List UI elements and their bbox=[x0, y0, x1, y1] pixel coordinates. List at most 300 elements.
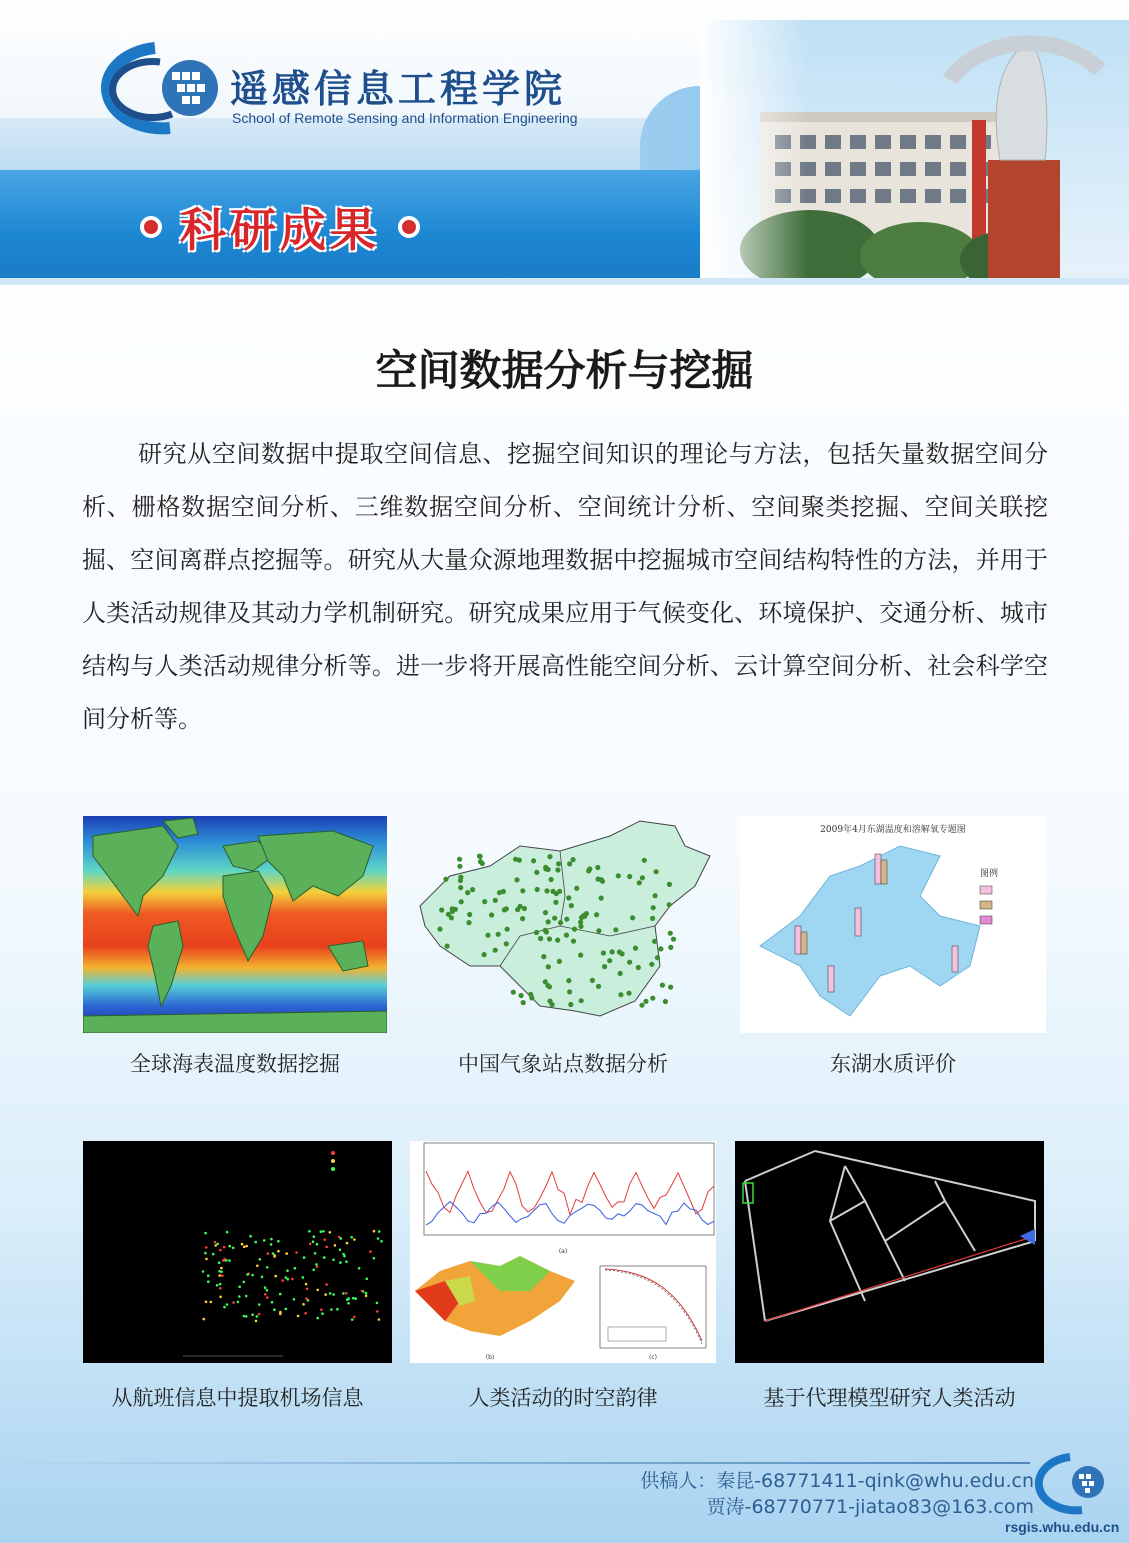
airport-dot bbox=[339, 1249, 342, 1252]
station-dot bbox=[643, 999, 648, 1004]
station-dot bbox=[667, 902, 672, 907]
airport-dot bbox=[352, 1297, 355, 1300]
station-dot bbox=[552, 916, 557, 921]
airport-dot bbox=[334, 1244, 337, 1247]
airport-dot bbox=[207, 1274, 210, 1277]
airport-dot bbox=[302, 1303, 305, 1306]
lake-legend-title: 图例 bbox=[980, 869, 999, 879]
station-dot bbox=[574, 886, 579, 891]
airport-dot bbox=[264, 1286, 267, 1289]
airport-dot bbox=[347, 1302, 350, 1305]
airport-dot bbox=[238, 1295, 241, 1298]
campus-photo bbox=[700, 20, 1129, 278]
station-dot bbox=[519, 993, 524, 998]
airport-dot bbox=[251, 1274, 254, 1277]
station-dot bbox=[514, 877, 519, 882]
airport-dot bbox=[219, 1296, 222, 1299]
airport-dot bbox=[324, 1238, 327, 1241]
airport-dot bbox=[329, 1231, 332, 1234]
airport-dot bbox=[376, 1310, 379, 1313]
airport-dot bbox=[202, 1270, 205, 1273]
airport-dot bbox=[345, 1260, 348, 1263]
airport-dot bbox=[270, 1238, 273, 1241]
school-name-en: School of Remote Sensing and Information Engineering bbox=[232, 110, 578, 126]
panel-label-b: (b) bbox=[485, 1354, 495, 1361]
airport-dot bbox=[346, 1298, 349, 1301]
page-title: 空间数据分析与挖掘 bbox=[375, 346, 754, 395]
airport-dot bbox=[366, 1278, 369, 1281]
station-dot bbox=[668, 931, 673, 936]
airport-dot bbox=[314, 1252, 317, 1255]
station-dot bbox=[671, 937, 676, 942]
airport-dot bbox=[228, 1245, 231, 1248]
airport-dot bbox=[273, 1308, 276, 1311]
station-dot bbox=[520, 888, 525, 893]
station-dot bbox=[590, 978, 595, 983]
station-dot bbox=[566, 895, 571, 900]
airport-dot bbox=[286, 1269, 289, 1272]
airport-dot bbox=[336, 1308, 339, 1311]
airport-dot bbox=[245, 1295, 248, 1298]
station-dot bbox=[667, 882, 672, 887]
airport-dot bbox=[246, 1273, 249, 1276]
station-dot bbox=[496, 932, 501, 937]
airport-dot bbox=[291, 1278, 294, 1281]
airport-dot bbox=[320, 1308, 323, 1311]
station-dot bbox=[553, 900, 558, 905]
contact-line-2: 贾涛-68770771-jiatao83@163.com bbox=[706, 1496, 1034, 1518]
station-dot bbox=[618, 971, 623, 976]
station-dot bbox=[550, 1002, 555, 1007]
station-dot bbox=[546, 964, 551, 969]
station-dot bbox=[497, 890, 502, 895]
airport-dot bbox=[376, 1302, 379, 1305]
station-dot bbox=[558, 920, 563, 925]
bullet-icon bbox=[140, 216, 162, 238]
station-dot bbox=[572, 927, 577, 932]
school-name-cn: 遥感信息工程学院 bbox=[230, 66, 567, 111]
airport-dot bbox=[279, 1313, 282, 1316]
airport-dot bbox=[226, 1231, 229, 1234]
airport-dot bbox=[251, 1313, 254, 1316]
station-dot bbox=[571, 857, 576, 862]
station-dot bbox=[564, 917, 569, 922]
airport-dot bbox=[274, 1275, 277, 1278]
station-dot bbox=[660, 983, 665, 988]
airport-dot bbox=[380, 1240, 383, 1243]
station-dot bbox=[568, 1002, 573, 1007]
airport-dot bbox=[322, 1230, 325, 1233]
airport-dot bbox=[285, 1276, 288, 1279]
airport-dot bbox=[266, 1289, 269, 1292]
station-dot bbox=[637, 880, 642, 885]
station-dot bbox=[482, 952, 487, 957]
station-dot bbox=[528, 992, 533, 997]
station-dot bbox=[554, 891, 559, 896]
airport-dot bbox=[323, 1256, 326, 1259]
airport-dot bbox=[330, 1308, 333, 1311]
station-dot bbox=[504, 941, 509, 946]
station-dot bbox=[617, 949, 622, 954]
airport-dot bbox=[261, 1276, 264, 1279]
airport-dot bbox=[287, 1278, 290, 1281]
station-dot bbox=[504, 906, 509, 911]
airport-dot bbox=[218, 1261, 221, 1264]
airport-dot bbox=[316, 1243, 319, 1246]
airport-dot bbox=[361, 1290, 364, 1293]
station-dot bbox=[465, 890, 470, 895]
station-dot bbox=[439, 907, 444, 912]
station-dot bbox=[594, 912, 599, 917]
airport-dot bbox=[212, 1253, 215, 1256]
lake-map-title: 2009年4月东湖温度和溶解氧专题图 bbox=[820, 825, 966, 835]
airport-dot bbox=[214, 1244, 217, 1247]
airport-dot bbox=[218, 1274, 221, 1277]
airport-dot bbox=[365, 1292, 368, 1295]
station-dot bbox=[627, 960, 632, 965]
airport-dot bbox=[306, 1288, 309, 1291]
airport-dot bbox=[220, 1267, 223, 1270]
station-dot bbox=[534, 870, 539, 875]
station-dot bbox=[544, 888, 549, 893]
airport-dot bbox=[378, 1318, 381, 1321]
airport-dot bbox=[340, 1237, 343, 1240]
airport-dot bbox=[219, 1283, 222, 1286]
station-dot bbox=[556, 861, 561, 866]
station-dot bbox=[596, 984, 601, 989]
airport-dot bbox=[232, 1301, 235, 1304]
airport-dot bbox=[207, 1280, 210, 1283]
station-dot bbox=[493, 948, 498, 953]
station-dot bbox=[633, 946, 638, 951]
station-dot bbox=[618, 992, 623, 997]
station-dot bbox=[569, 903, 574, 908]
china-stations-map bbox=[410, 816, 716, 1033]
sst-map-image bbox=[83, 816, 387, 1033]
airport-dot bbox=[324, 1293, 327, 1296]
panel-label-c: (c) bbox=[649, 1354, 657, 1361]
station-dot bbox=[610, 949, 615, 954]
airport-dot bbox=[221, 1274, 224, 1277]
east-lake-map bbox=[740, 816, 1046, 1033]
airport-dot bbox=[295, 1251, 298, 1254]
station-dot bbox=[586, 868, 591, 873]
station-dot bbox=[549, 877, 554, 882]
station-dot bbox=[567, 861, 572, 866]
station-dot bbox=[607, 958, 612, 963]
station-dot bbox=[511, 990, 516, 995]
airport-dot bbox=[258, 1313, 261, 1316]
station-dot bbox=[650, 996, 655, 1001]
station-dot bbox=[543, 910, 548, 915]
station-dot bbox=[650, 916, 655, 921]
airport-dot bbox=[343, 1255, 346, 1258]
station-dot bbox=[538, 936, 543, 941]
station-dot bbox=[595, 865, 600, 870]
airport-dot bbox=[305, 1283, 308, 1286]
station-dot bbox=[578, 953, 583, 958]
station-dot bbox=[467, 912, 472, 917]
station-dot bbox=[485, 933, 490, 938]
station-dot bbox=[543, 866, 548, 871]
airport-dot bbox=[249, 1235, 252, 1238]
station-dot bbox=[493, 898, 498, 903]
figure-caption: 东湖水质评价 bbox=[830, 1052, 956, 1076]
station-dot bbox=[599, 896, 604, 901]
station-dot bbox=[630, 915, 635, 920]
airport-dot bbox=[277, 1250, 280, 1253]
airport-dot bbox=[373, 1257, 376, 1260]
station-dot bbox=[459, 899, 464, 904]
station-dot bbox=[616, 873, 621, 878]
airport-dot bbox=[228, 1259, 231, 1262]
airport-dot bbox=[266, 1296, 269, 1299]
station-dot bbox=[546, 919, 551, 924]
station-dot bbox=[541, 954, 546, 959]
airport-dot bbox=[219, 1287, 222, 1290]
airport-dot bbox=[243, 1315, 246, 1318]
station-dot bbox=[602, 964, 607, 969]
panel-label-a: (a) bbox=[558, 1248, 568, 1255]
station-dot bbox=[555, 867, 560, 872]
bullet-icon bbox=[398, 216, 420, 238]
station-dot bbox=[567, 989, 572, 994]
station-dot bbox=[517, 858, 522, 863]
station-dot bbox=[668, 945, 673, 950]
station-dot bbox=[535, 887, 540, 892]
airport-dot bbox=[285, 1252, 288, 1255]
station-dot bbox=[655, 955, 660, 960]
airport-dot bbox=[353, 1238, 356, 1241]
airport-dot bbox=[321, 1312, 324, 1315]
airport-dot bbox=[293, 1298, 296, 1301]
airport-dot bbox=[346, 1242, 349, 1245]
station-dot bbox=[654, 869, 659, 874]
station-dot bbox=[547, 936, 552, 941]
airport-dot bbox=[339, 1261, 342, 1264]
figure-caption: 基于代理模型研究人类活动 bbox=[763, 1386, 1016, 1410]
section-heading bbox=[140, 192, 420, 262]
station-dot bbox=[521, 1000, 526, 1005]
airport-dot bbox=[266, 1266, 269, 1269]
airport-dot bbox=[259, 1258, 262, 1261]
airport-dot bbox=[210, 1301, 213, 1304]
airport-dot bbox=[279, 1293, 282, 1296]
airport-dot bbox=[277, 1240, 280, 1243]
station-dot bbox=[518, 904, 523, 909]
figure-caption: 人类活动的时空韵律 bbox=[468, 1386, 658, 1410]
header-banner bbox=[0, 0, 1129, 285]
airport-dot bbox=[223, 1246, 226, 1249]
airport-dot bbox=[267, 1252, 270, 1255]
station-dot bbox=[478, 859, 483, 864]
figure-caption: 全球海表温度数据挖掘 bbox=[130, 1052, 340, 1076]
airport-dot bbox=[351, 1318, 354, 1321]
airport-dot bbox=[205, 1246, 208, 1249]
station-dot bbox=[653, 893, 658, 898]
airport-dot bbox=[205, 1258, 208, 1261]
section-heading-text: 科研成果 bbox=[180, 203, 380, 257]
airport-dot bbox=[332, 1293, 335, 1296]
airport-dot bbox=[270, 1243, 273, 1246]
station-dot bbox=[652, 939, 657, 944]
station-dot bbox=[601, 950, 606, 955]
airport-dot bbox=[237, 1301, 240, 1304]
airport-dot bbox=[305, 1297, 308, 1300]
airport-dot bbox=[358, 1267, 361, 1270]
airport-dot bbox=[332, 1259, 335, 1262]
airport-dot bbox=[303, 1256, 306, 1259]
airport-dot bbox=[377, 1237, 380, 1240]
airport-dot bbox=[354, 1297, 357, 1300]
airport-dot bbox=[316, 1265, 319, 1268]
station-dot bbox=[578, 924, 583, 929]
station-dot bbox=[470, 887, 475, 892]
station-dot bbox=[443, 877, 448, 882]
airport-dot bbox=[329, 1292, 332, 1295]
airport-dot bbox=[320, 1230, 323, 1233]
station-dot bbox=[557, 959, 562, 964]
airport-dot bbox=[365, 1295, 368, 1298]
airport-dot bbox=[285, 1308, 288, 1311]
footer-logo-icon bbox=[1030, 1452, 1110, 1521]
station-dot bbox=[651, 905, 656, 910]
airport-dot bbox=[264, 1293, 267, 1296]
station-dot bbox=[505, 927, 510, 932]
flights-map-image bbox=[83, 1141, 392, 1363]
airport-dot bbox=[243, 1246, 246, 1249]
station-dot bbox=[613, 927, 618, 932]
airport-dot bbox=[245, 1315, 248, 1318]
airport-dot bbox=[302, 1276, 305, 1279]
airport-dot bbox=[297, 1315, 300, 1318]
airport-dot bbox=[313, 1235, 316, 1238]
airport-dot bbox=[312, 1269, 315, 1272]
station-dot bbox=[636, 965, 641, 970]
station-dot bbox=[482, 899, 487, 904]
airport-dot bbox=[256, 1265, 259, 1268]
airport-dot bbox=[223, 1258, 226, 1261]
airport-dot bbox=[255, 1320, 258, 1323]
station-dot bbox=[466, 920, 471, 925]
station-dot bbox=[642, 858, 647, 863]
airport-dot bbox=[241, 1243, 244, 1246]
station-dot bbox=[458, 875, 463, 880]
station-dot bbox=[531, 858, 536, 863]
station-dot bbox=[457, 857, 462, 862]
airport-dot bbox=[238, 1286, 241, 1289]
station-dot bbox=[566, 978, 571, 983]
airport-dot bbox=[345, 1292, 348, 1295]
station-dot bbox=[658, 946, 663, 951]
airport-dot bbox=[258, 1303, 261, 1306]
airport-dot bbox=[312, 1240, 315, 1243]
airport-dot bbox=[316, 1289, 319, 1292]
station-dot bbox=[626, 991, 631, 996]
station-dot bbox=[478, 854, 483, 859]
station-dot bbox=[450, 906, 455, 911]
figure-caption: 中国气象站点数据分析 bbox=[458, 1052, 668, 1076]
airport-dot bbox=[294, 1267, 297, 1270]
airport-dot bbox=[308, 1230, 311, 1233]
airport-dot bbox=[325, 1246, 328, 1249]
airport-dot bbox=[204, 1252, 207, 1255]
station-dot bbox=[639, 1003, 644, 1008]
station-dot bbox=[596, 928, 601, 933]
airport-dot bbox=[254, 1241, 257, 1244]
airport-dot bbox=[218, 1270, 221, 1273]
station-dot bbox=[584, 911, 589, 916]
station-dot bbox=[547, 854, 552, 859]
airport-dot bbox=[273, 1254, 276, 1257]
airport-dot bbox=[232, 1247, 235, 1250]
activity-rhythm-figure bbox=[410, 1141, 716, 1363]
station-dot bbox=[663, 999, 668, 1004]
airport-dot bbox=[243, 1281, 246, 1284]
airport-dot bbox=[219, 1249, 222, 1252]
station-dot bbox=[649, 962, 654, 967]
airport-dot bbox=[378, 1230, 381, 1233]
airport-dot bbox=[202, 1318, 205, 1321]
station-dot bbox=[437, 927, 442, 932]
airport-dot bbox=[245, 1245, 248, 1248]
station-dot bbox=[446, 912, 451, 917]
station-dot bbox=[445, 944, 450, 949]
airport-dot bbox=[373, 1230, 376, 1233]
airport-dot bbox=[315, 1263, 318, 1266]
airport-dot bbox=[214, 1241, 217, 1244]
station-dot bbox=[627, 874, 632, 879]
airport-dot bbox=[226, 1303, 229, 1306]
airport-dot bbox=[325, 1283, 328, 1286]
airport-dot bbox=[282, 1279, 285, 1282]
airport-dot bbox=[304, 1312, 307, 1315]
station-dot bbox=[545, 983, 550, 988]
station-dot bbox=[564, 933, 569, 938]
station-dot bbox=[571, 939, 576, 944]
footer-website: rsgis.whu.edu.cn bbox=[1005, 1519, 1120, 1535]
airport-dot bbox=[369, 1250, 372, 1253]
station-dot bbox=[668, 985, 673, 990]
station-dot bbox=[600, 879, 605, 884]
station-dot bbox=[534, 930, 539, 935]
station-dot bbox=[640, 875, 645, 880]
station-dot bbox=[458, 885, 463, 890]
airport-dot bbox=[316, 1317, 319, 1320]
airport-dot bbox=[216, 1284, 219, 1287]
airport-dot bbox=[204, 1232, 207, 1235]
airport-dot bbox=[309, 1243, 312, 1246]
station-dot bbox=[579, 998, 584, 1003]
figure-caption: 从航班信息中提取机场信息 bbox=[111, 1386, 364, 1410]
agent-model-image bbox=[735, 1141, 1044, 1363]
airport-dot bbox=[256, 1315, 259, 1318]
station-dot bbox=[489, 912, 494, 917]
contact-line-1: 供稿人：秦昆-68771411-qink@whu.edu.cn bbox=[640, 1470, 1034, 1492]
airport-dot bbox=[350, 1236, 353, 1239]
station-dot bbox=[555, 938, 560, 943]
footer-divider bbox=[0, 1462, 1030, 1464]
station-dot bbox=[596, 877, 601, 882]
intro-paragraph: 研究从空间数据中提取空间信息、挖掘空间知识的理论与方法，包括矢量数据空间分析、栅格数据空间分析、三维数据空间分析、空间统计分析、空间聚类挖掘、空间关联挖掘、空间离群点挖掘等。研究从大量众源地理数据中挖掘城市空间结构特性的方法，并用于人类活动规律及其动力学机制研究。研究成果应用于气候变化、环境保护、交通分析、城市结构与人类活动规律分析等。进一步将开展高性能空间分析、云计算空间分析、社会科学空间分析等。 bbox=[82, 440, 1048, 733]
station-dot bbox=[520, 916, 525, 921]
airport-dot bbox=[223, 1306, 226, 1309]
station-dot bbox=[457, 864, 462, 869]
station-dot bbox=[543, 928, 548, 933]
school-logo bbox=[80, 40, 225, 139]
airport-dot bbox=[263, 1239, 266, 1242]
airport-dot bbox=[342, 1292, 345, 1295]
